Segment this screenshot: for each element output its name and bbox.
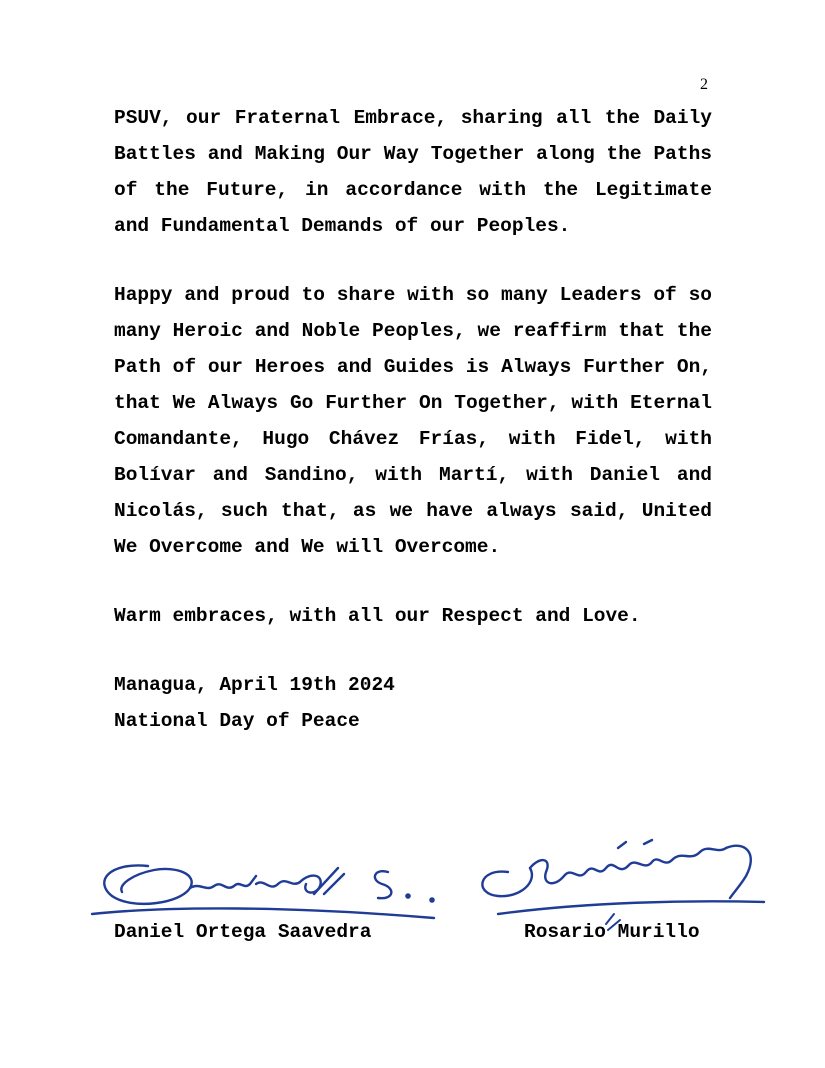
paragraph-2: Happy and proud to share with so many Leaders of so many Heroic and Noble Peoples, we reaffirm that the Path of our Heroes and Guides is Always Further On, that We Always Go Further On Together, with Eternal Comandante, Hugo Chávez Frías, with Fidel, with Bolívar and Sandino, with Martí, with Daniel and Nicolás, such that, as we have always said, United We Overcome and We will Overcome.	[114, 284, 712, 558]
letter-body	[114, 100, 712, 739]
place-date-line: Managua, April 19th 2024	[114, 674, 395, 696]
occasion-line: National Day of Peace	[114, 710, 360, 732]
closing-line: Warm embraces, with all our Respect and Love.	[114, 605, 641, 627]
signature-right-image	[468, 832, 768, 932]
paragraph-1: PSUV, our Fraternal Embrace, sharing all the Daily Battles and Making Our Way Together along the Paths of the Future, in accordance with the Legitimate and Fundamental Demands of our Peoples.	[114, 107, 712, 237]
signer-name-right: Rosario Murillo	[524, 921, 700, 943]
signature-left-image	[88, 848, 448, 928]
signer-name-left: Daniel Ortega Saavedra	[114, 921, 372, 943]
place-date-block	[114, 667, 712, 739]
page-number: 2	[700, 76, 708, 93]
